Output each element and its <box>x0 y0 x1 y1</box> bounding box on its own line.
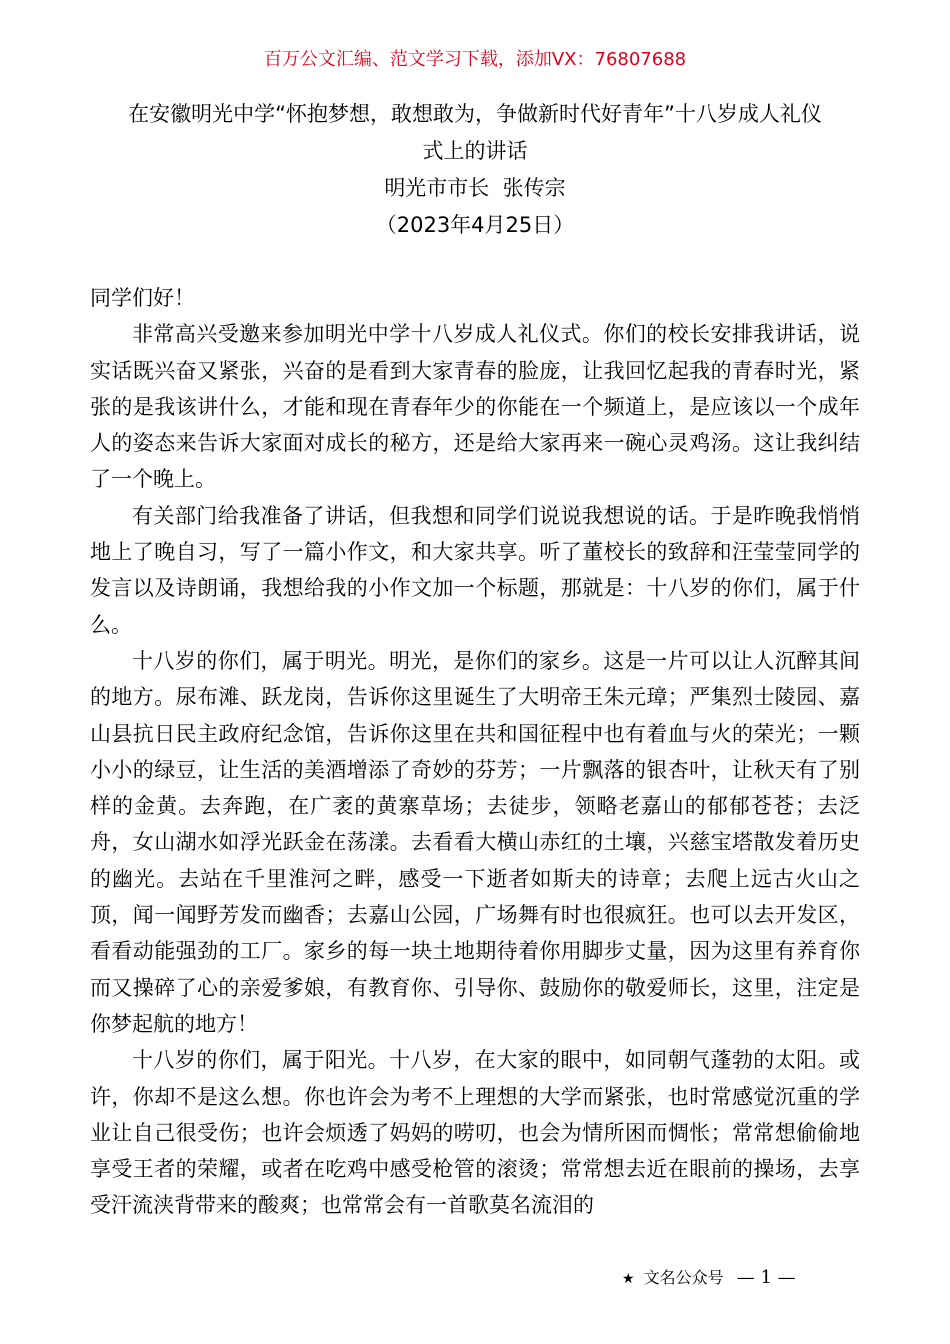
title-line-2: 式上的讲话 <box>422 139 528 163</box>
speech-title-block <box>80 96 870 244</box>
watermark-banner: 百万公文汇编、范文学习下载，添加VX：76807688 <box>263 49 687 70</box>
speech-body <box>90 280 860 1224</box>
title-line-1: 在安徽明光中学“怀抱梦想，敢想敢为，争做新时代好青年”十八岁成人礼仪 <box>128 102 822 126</box>
paragraph: 十八岁的你们，属于明光。明光，是你们的家乡。这是一片可以让人沉醉其间的地方。尿布滩、跃龙岗，告诉你这里诞生了大明帝王朱元璋；严集烈士陵园、嘉山县抗日民主政府纪念馆，告诉你这里在共和国征程中也有着血与火的荣光；一颗小小的绿豆，让生活的美酒增添了奇妙的芬芳；一片飘落的银杏叶，让秋天有了别样的金黄。去奔跑，在广袤的黄寨草场；去徒步，领略老嘉山的郁郁苍苍；去泛舟，女山湖水如浮光跃金在荡漾。去看看大横山赤红的土壤，兴慈宝塔散发着历史的幽光。去站在千里淮河之畔，感受一下逝者如斯夫的诗章；去爬上远古火山之顶，闻一闻野芳发而幽香；去嘉山公园，广场舞有时也很疯狂。也可以去开发区，看看动能强劲的工厂。家乡的每一块土地期待着你用脚步丈量，因为这里有养育你而又操碎了心的亲爱爹娘，有教育你、引导你、鼓励你的敬爱师长，这里，注定是你梦起航的地方！ <box>90 648 860 1036</box>
date-line: （2023年4月25日） <box>375 213 575 237</box>
star-icon: ★ <box>622 1271 635 1287</box>
paragraph: 有关部门给我准备了讲话，但我想和同学们说说我想说的话。于是昨晚我悄悄地上了晚自习，写了一篇小作文，和大家共享。听了董校长的致辞和汪莹莹同学的发言以及诗朗诵，我想给我的小作文加一个标题，那就是：十八岁的你们，属于什么。 <box>90 503 860 637</box>
paragraph: 十八岁的你们，属于阳光。十八岁，在大家的眼中，如同朝气蓬勃的太阳。或许，你却不是这么想。你也许会为考不上理想的大学而紧张，也时常感觉沉重的学业让自己很受伤；也许会烦透了妈妈的唠叨，也会为情所困而惆怅；常常想偷偷地享受王者的荣耀，或者在吃鸡中感受枪管的滚烫；常常想去近在眼前的操场，去享受汗流浃背带来的酸爽；也常常会有一首歌莫名流泪的 <box>90 1048 860 1218</box>
page-footer <box>622 1266 796 1291</box>
greeting: 同学们好！ <box>90 286 195 310</box>
author-line: 明光市市长 张传宗 <box>384 176 566 200</box>
paragraph: 非常高兴受邀来参加明光中学十八岁成人礼仪式。你们的校长安排我讲话，说实话既兴奋又紧张，兴奋的是看到大家青春的脸庞，让我回忆起我的青春时光，紧张的是我该讲什么，才能和现在青春年少的你能在一个频道上，是应该以一个成年人的姿态来告诉大家面对成长的秘方，还是给大家再来一碗心灵鸡汤。这让我纠结了一个晚上。 <box>90 322 860 492</box>
page-number: — 1 — <box>736 1267 796 1288</box>
footer-label: 文名公众号 <box>643 1268 724 1287</box>
